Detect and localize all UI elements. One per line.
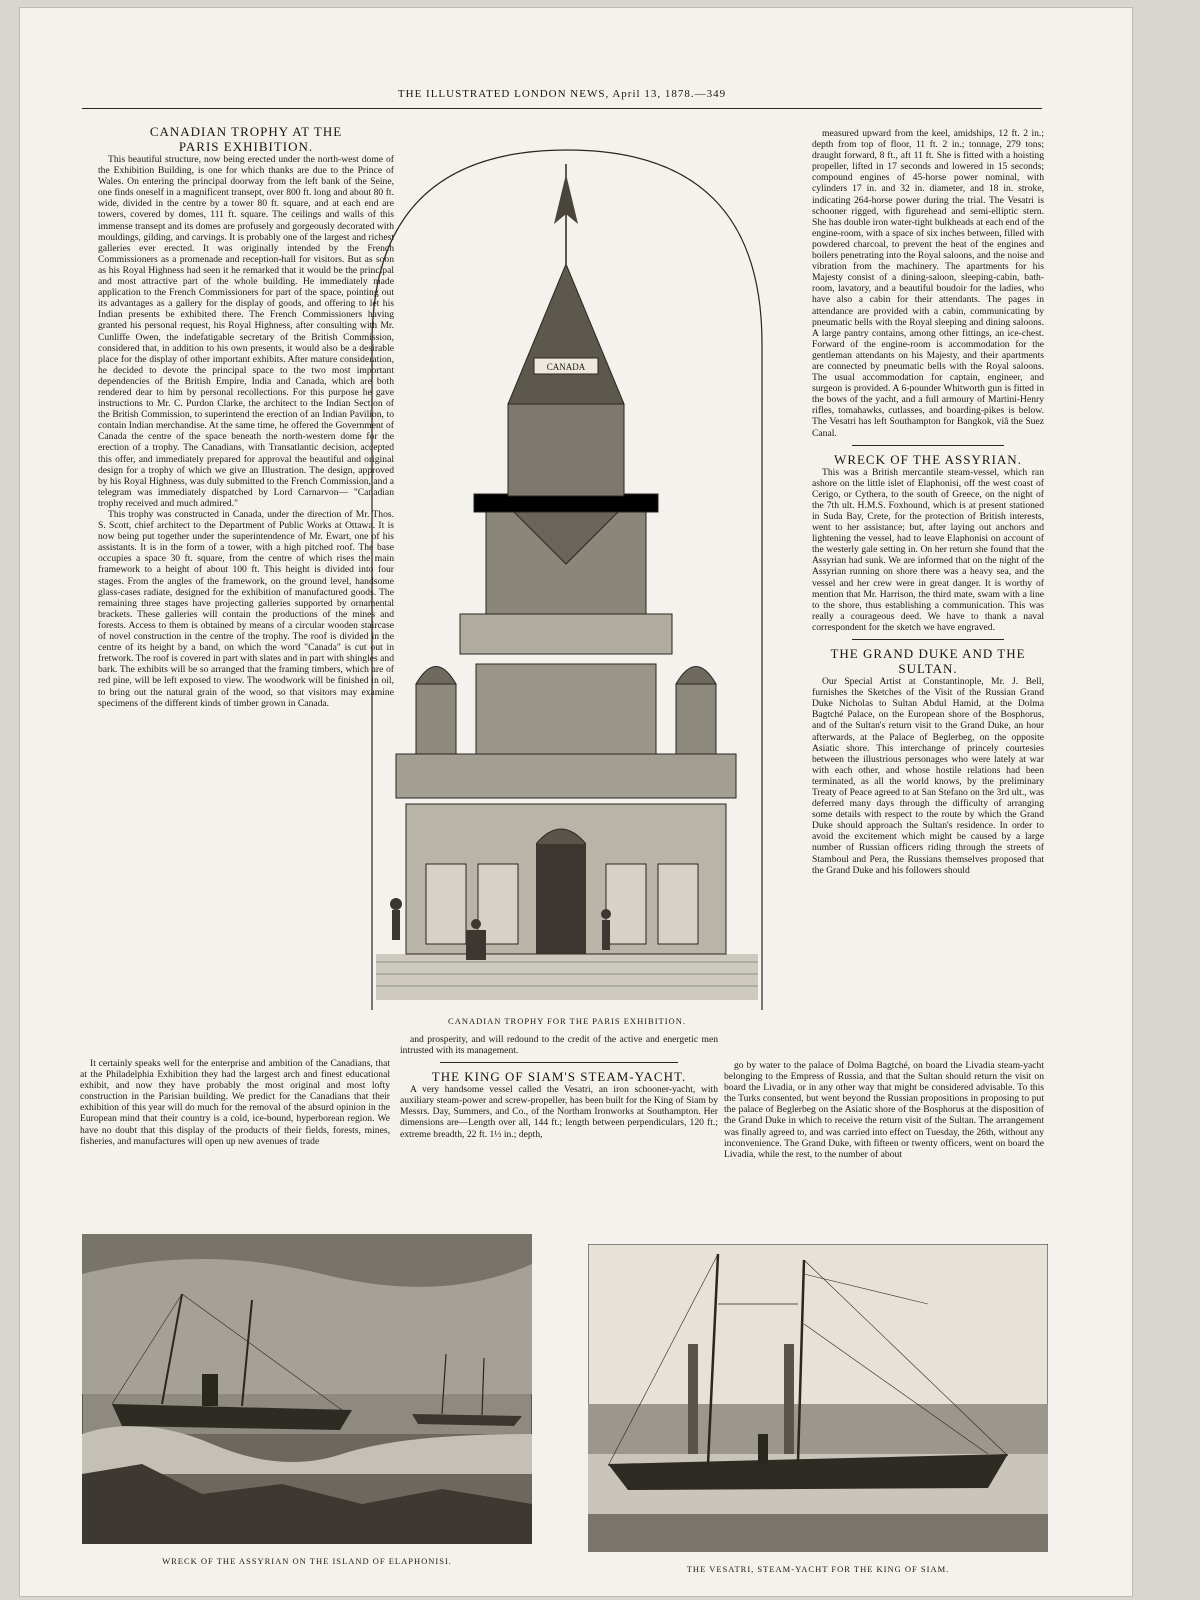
article-title: WRECK OF THE ASSYRIAN.: [834, 451, 1022, 467]
canadian-trophy-illustration: [366, 144, 768, 1010]
article-paragraph: This was a British mercantile steam-vessel, which ran ashore on the little islet of Elaphonisi, off the west coast of Cerigo, or Cythera, to the south of Greece, on the night of the 7th ult. H.M.S. Foxhound, which is at present stationed in Suda Bay, Crete, for the protection of British interests, went to her assistance; but, after laying out anchors and lightening the vessel, had to leave Elaphonisi on account of the westerly gale setting in. On her return she found that the Assyrian had sunk. We are informed that on the night of the Assyrian running on shore there was a heavy sea, and the vessel and her crew were in great danger. It is worthy of mention that Mr. Harrison, the third mate, swam with a line to the shore, thus establishing a communication. This was really a courageous deed. We have to thank a naval correspondent for the sketch we have engraved.: [812, 466, 1044, 633]
article-paragraph-continued: measured upward from the keel, amidships, 12 ft. 2 in.; depth from top of floor, 11 ft. 2 in.; tonnage, 279 tons; draught forward, 8 ft., aft 11 ft. She is fitted with a hoisting propeller, lifted in 17 seconds and lowered in 15 seconds; compound engines of 45-horse power nominal, with cylinders 17 in. and 32 in. diameter, and 18 in. stroke, indicating 264-horse power during the trial. The Vesatri is schooner rigged, with figurehead and semi-elliptic stern. She has double iron water-tight bulkheads at each end of the engine-room, with a space of six inches between, filled with powdered charcoal, to prevent the heat of the engines and boilers penetrating into the Royal saloons, and the noise and vibration from the machinery. The apartments for his Majesty consist of a dining-saloon, sleeping-cabin, bath-room, lavatory, and a beautiful boudoir for the ladies, who have also a cabin for their attendants. The pages in attendance are provided with a cabin, communicating by pneumatic bells with the Royal sleeping and dining saloons. A large pantry contains, among other fittings, an ice-chest. Forward of the engine-room is accommodation for the gentleman attendants on his Majesty, and their apartments are connected by pneumatic bells with the Royal saloons. The usual accommodation for captain, engineer, and surgeon is provided. A 6-pounder Whitworth gun is fitted in the bows of the yacht, and a full armoury of Martini-Henry rifles, tomahawks, cutlasses, and boarding-pikes is below. The Vesatri has left Southampton for Bangkok, viâ the Suez Canal.: [812, 128, 1044, 439]
article-grand-duke-end: [724, 1060, 1044, 1192]
figure-caption-trophy: CANADIAN TROPHY FOR THE PARIS EXHIBITION.: [448, 1016, 686, 1026]
article-paragraph: go by water to the palace of Dolma Bagtché, on board the Livadia steam-yacht belonging to the Empress of Russia, and that the Sultan should return the visit on board the Livadia, or in any other way that might be considered advisable. To this the Turks consented, but went beyond the Russian propositions in proposing to put the palace of Beglerbeg on the Asiatic shore of the Bosphorus at the disposition of the Grand Duke in which to receive the return visit of the Sultan. The arrangement was finally agreed to, and was carried into effect on Tuesday, the 26th, without any inconvenience. The Grand Duke, with fifteen or twenty officers, went on board the Livadia, while the rest, to the number of about: [724, 1060, 1044, 1160]
article-paragraph: This beautiful structure, now being erected under the north-west dome of the Exhibition Building, is one for which thanks are due to the Prince of Wales. On entering the principal doorway from the left bank of the Seine, one finds oneself in a magnificent transept, over 800 ft. long and about 80 ft. wide, divided in the centre by a tower 80 ft. square, and at each end are towers, covered by domes, 111 ft. square. The ceilings and walls of this immense transept and its domes are profusely and gorgeously decorated with mouldings, gilding, and carvings. It is probably one of the largest and richest galleries ever erected. It was originally intended by the French Commissioners as a promenade and reception-hall for visitors. But as soon as his Royal Highness had seen it he remarked that it would be the principal and most attractive part of the whole building. He immediately made application to the French Commissioners for part of the space, pointing out its advantages as a gallery for the display of goods, and offering to let his Indian presents be exhibited there. The French Commissioners having granted his personal request, his Royal Highness, after consulting with Mr. Cunliffe Owen, the indefatigable secretary of the British Commission, considered that, in addition to his own presents, it would also be a desirable place for the display of other important exhibits. After mature consideration, he decided to devote the principal space to the two most important dependencies of the British Empire, India and Canada, which are both rendered dear to him by personal recollections. For this purpose he gave instructions to Mr. C. Purdon Clarke, the architect to the Indian Section of the British Commission, to superintend the erection of an Indian Pavilion, to contain Indian merchandise. At the same time, he offered the Government of Canada the centre of the space beneath the north-western dome for the erection of a trophy. The Canadians, with Transatlantic decision, accepted this offer, and immediately prepared for approval the beautiful and original design for a trophy of which we give an Illustration. The design, approved by his Royal Highness, was duly submitted to the French Commission, and a telegram was immediately dispatched by Lord Carnarvon— "Canadian trophy received and much admired.": [98, 154, 394, 509]
article-paragraph: It certainly speaks well for the enterprise and ambition of the Canadians, that at the Philadelphia Exhibition they had the largest arch and finest educational exhibit, and now they have probably the most original and most lofty construction in the Parisian building. We predict for the Canadians that their exhibition of this year will do much for the removal of the absurd opinion in the European mind that their country is a cold, ice-bound, hyperborean region. We have no doubt that this display of the products of their fields, forests, mines, fisheries, and manufactures will open up new avenues of trade: [80, 1058, 390, 1147]
article-siam-yacht: [400, 1034, 718, 1184]
article-title-line-1: THE GRAND DUKE AND THE: [830, 646, 1026, 662]
article-paragraph: Our Special Artist at Constantinople, Mr. J. Bell, furnishes the Sketches of the Visit of the Russian Grand Duke Nicholas to Sultan Abdul Hamid, at the Dolma Bagtché Palace, on the European shore of the Bosphorus, and of the Sultan's return visit to the Grand Duke, an hour afterwards, at the Palace of Beglerbeg, on the opposite Asiatic shore. This interchange of princely courtesies between the illustrious personages who were lately at war with each other, and whose hostile relations had been terminated, as all the world knows, by the preliminary Treaty of Peace agreed to at San Stefano on the 3rd ult., was deferred many days through the difficulty of arranging some details with respect to the route by which the Grand Duke should approach the Sultan's residence. In order to avoid the excitement which might be caused by a large number of Russian officers riding through the streets of Stamboul and Pera, the Russians themselves proposed that the Grand Duke and his followers should: [812, 676, 1044, 876]
article-paragraph: This trophy was constructed in Canada, under the direction of Mr. Thos. S. Scott, chief architect to the Department of Public Works at Ottawa. It is now being put together under the superintendence of Mr. Ewart, one of his assistants. It is in the form of a tower, with a high pitched roof. The base occupies a space 30 ft. square, from the centre of which rises the main framework to a height of about 100 ft. This height is divided into four stages. From the angles of the framework, on the ground level, handsome glass-cases radiate, designed for the exhibition of manufactured goods. The remaining three stages have projecting galleries supported by ornamental brackets. These galleries will contain the productions of the mines and forests. Access to them is obtained by means of a circular wooden staircase of novel construction in the centre of the trophy. The roof is divided in the centre of its height by a band, on which the word "Canada" is cut out in fretwork. The roof is covered in part with slates and in part with shingles and bark. The exhibits will be so arranged that the framing timbers, which are of red pine, will be left exposed to view. The woodwork will be finished in oil, to bring out the natural grain of the wood, so that visitors may examine specimens of the different kinds of timber grown in Canada.: [98, 509, 394, 709]
article-divider: [440, 1062, 678, 1063]
article-title-line-2: PARIS EXHIBITION.: [178, 139, 314, 154]
article-divider: [852, 445, 1004, 446]
figure-caption-wreck: WRECK OF THE ASSYRIAN ON THE ISLAND OF ELAPHONISI.: [162, 1556, 452, 1566]
vesatri-illustration: [588, 1244, 1048, 1552]
canada-sign-text: CANADA: [546, 362, 586, 372]
wreck-illustration: [82, 1234, 532, 1544]
article-divider: [852, 639, 1004, 640]
article-canadian-trophy-end: [80, 1058, 390, 1186]
article-title-line-2: SULTAN.: [898, 661, 958, 677]
right-column: [812, 128, 1044, 1028]
article-canadian-trophy: [98, 124, 394, 1054]
article-paragraph: A very handsome vessel called the Vesatri, an iron schooner-yacht, with auxiliary steam-power and screw-propeller, has been built for the King of Siam by Messrs. Day, Summers, and Co., of the Northam Ironworks at Southampton. Her dimensions are—Length over all, 144 ft.; length between perpendiculars, 120 ft.; extreme breadth, 22 ft. 1½ in.; depth,: [400, 1084, 718, 1140]
masthead: THE ILLUSTRATED LONDON NEWS, April 13, 1878.—349: [397, 88, 727, 100]
masthead-rule: [82, 108, 1042, 109]
article-title: THE KING OF SIAM'S STEAM-YACHT.: [431, 1069, 687, 1085]
article-paragraph-continued: and prosperity, and will redound to the credit of the active and energetic men intrusted with its management.: [400, 1034, 718, 1057]
article-title-line-1: CANADIAN TROPHY AT THE: [149, 124, 343, 139]
figure-caption-vesatri: THE VESATRI, STEAM-YACHT FOR THE KING OF SIAM.: [686, 1564, 950, 1574]
